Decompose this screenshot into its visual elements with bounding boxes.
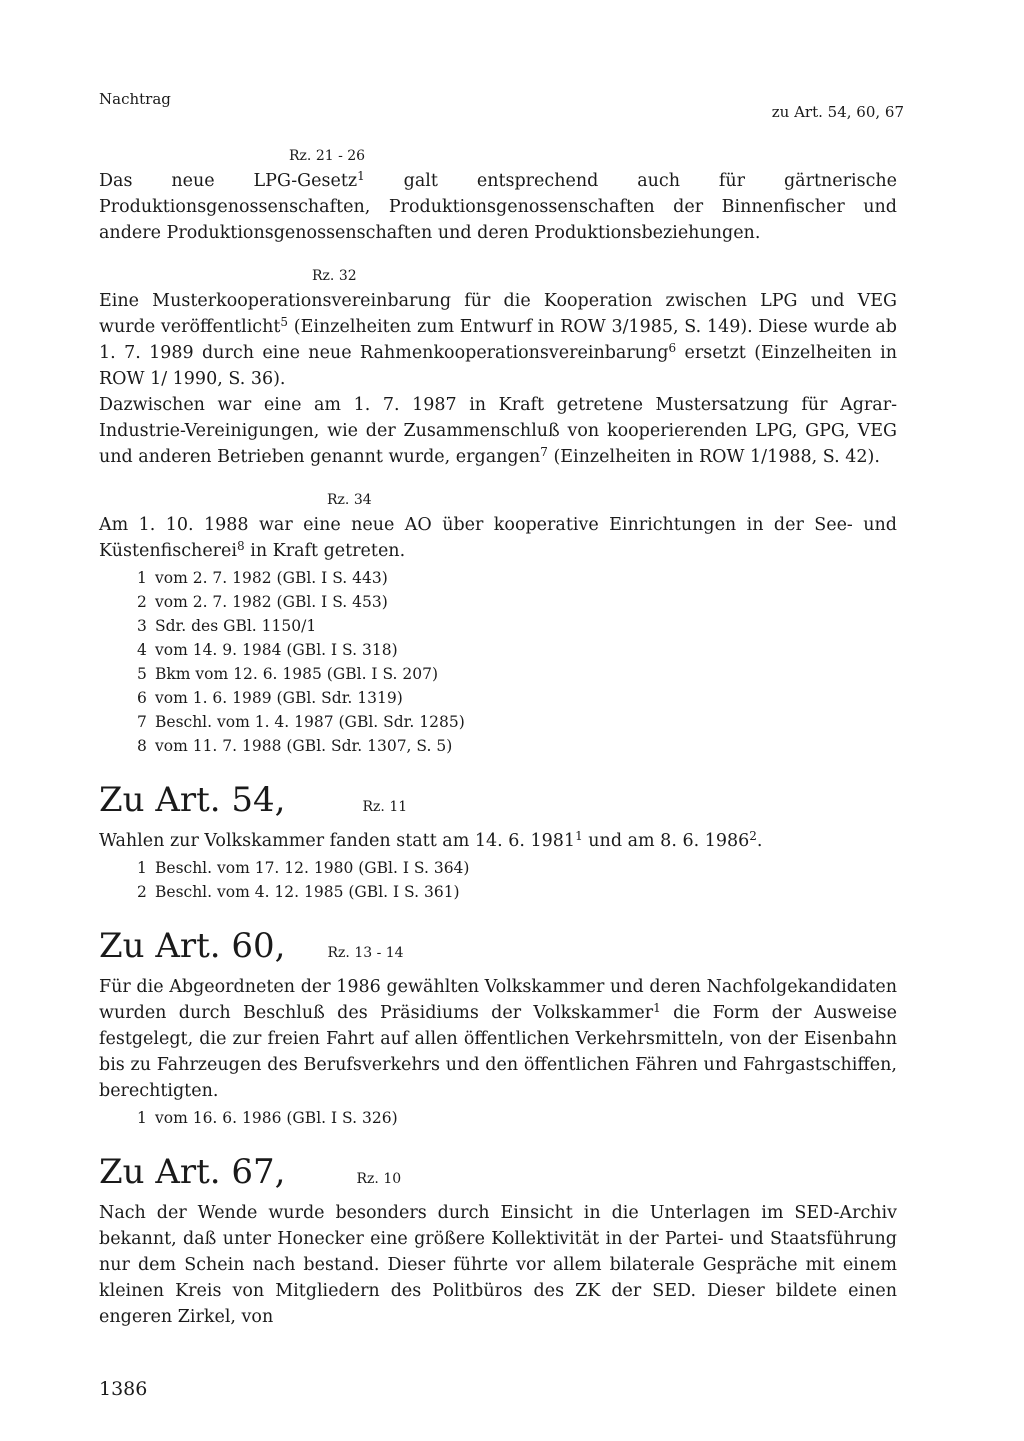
margin-ref: Rz. 10 — [356, 1171, 402, 1187]
footnote-item — [99, 566, 897, 590]
paragraph-wende: Nach der Wende wurde besonders durch Einsicht in die Unterlagen im SED-Archiv bekannt, daß unter Honecker eine größere Kollektivität in der Partei- und Staatsführung nur dem Schein nach bestand. Dieser führte vor allem bilaterale Gespräche mit einem kleinen Kreis von Mitgliedern des Politbüros des ZK der SED. Dieser bildete einen engeren Zirkel, von — [99, 1203, 897, 1327]
footnote-list-nachtrag — [99, 566, 897, 758]
footnote-item — [99, 686, 897, 710]
text-segment: Wahlen zur Volkskammer fanden statt am 14. 6. 1981 — [99, 831, 576, 851]
margin-ref: Rz. 13 - 14 — [327, 945, 404, 961]
footnote-text: Beschl. vom 4. 12. 1985 (GBl. I S. 361) — [155, 883, 460, 901]
footnote-number: 5 — [137, 665, 147, 683]
text-segment: in Kraft getreten. — [244, 541, 406, 561]
running-header-right: zu Art. 54, 60, 67 — [771, 103, 904, 121]
paragraph-abgeordnete — [99, 974, 897, 1104]
section-heading-art-67 — [99, 1152, 897, 1192]
text-segment: . — [756, 831, 763, 851]
footnote-number: 2 — [137, 883, 147, 901]
footnote-item — [99, 1106, 897, 1130]
footnote-item — [99, 734, 897, 758]
margin-ref: Rz. 11 — [362, 799, 408, 815]
footnote-text: vom 1. 6. 1989 (GBl. Sdr. 1319) — [155, 689, 403, 707]
footnote-number: 6 — [137, 689, 147, 707]
footnote-number: 2 — [137, 593, 147, 611]
footnote-item — [99, 614, 897, 638]
page-number: 1386 — [99, 1378, 148, 1400]
text-segment: ersetzt (Einzelheiten in ROW 1/ 1990, S. 36). — [99, 343, 897, 389]
footnote-ref: 1 — [357, 169, 365, 183]
paragraph-wahlen — [99, 828, 897, 854]
section-heading-art-54 — [99, 780, 897, 820]
footnote-number: 1 — [137, 859, 147, 877]
paragraph-fischerei — [99, 512, 897, 564]
footnote-ref: 5 — [280, 315, 289, 329]
text-segment: galt entsprechend auch für gärtnerische Produktionsgenossenschaften, Produktionsgenossenschaften der Binnenfischer und andere Produktionsgenossenschaften und deren Produktionsbeziehungen. — [99, 171, 897, 243]
footnote-item — [99, 638, 897, 662]
footnote-text: vom 2. 7. 1982 (GBl. I S. 453) — [155, 593, 388, 611]
footnote-text: Bkm vom 12. 6. 1985 (GBl. I S. 207) — [155, 665, 439, 683]
footnote-text: vom 11. 7. 1988 (GBl. Sdr. 1307, S. 5) — [155, 737, 453, 755]
article-title: Zu Art. 54, — [99, 780, 286, 820]
footnote-number: 7 — [137, 713, 147, 731]
article-title: Zu Art. 67, — [99, 1152, 286, 1192]
footnote-item — [99, 662, 897, 686]
footnote-ref: 8 — [237, 539, 245, 553]
footnote-ref: 1 — [575, 829, 583, 843]
text-segment: Für die Abgeordneten der 1986 gewählten Volkskammer und deren Nachfolgekandidaten wurden durch Beschluß des Präsidiums der Volkskammer — [99, 977, 897, 1023]
footnote-text: Beschl. vom 1. 4. 1987 (GBl. Sdr. 1285) — [155, 713, 465, 731]
footnote-ref: 7 — [540, 445, 548, 459]
footnote-text: vom 2. 7. 1982 (GBl. I S. 443) — [155, 569, 388, 587]
text-segment: Dazwischen war eine am 1. 7. 1987 in Kraft getretene Mustersatzung für Agrar-Industrie-Vereinigungen, wie der Zusammenschluß von kooperierenden LPG, GPG, VEG und anderen Betrieben genannt wurde, ergangen — [99, 395, 897, 467]
footnote-item — [99, 710, 897, 734]
footnote-text: vom 16. 6. 1986 (GBl. I S. 326) — [155, 1109, 398, 1127]
footnote-ref: 1 — [653, 1001, 661, 1015]
footnote-list-art-54 — [99, 856, 897, 904]
footnote-text: Beschl. vom 17. 12. 1980 (GBl. I S. 364) — [155, 859, 470, 877]
running-header-left: Nachtrag — [99, 90, 171, 108]
footnote-number: 3 — [137, 617, 147, 635]
text-segment: und am 8. 6. 1986 — [582, 831, 750, 851]
margin-ref-rz-34: Rz. 34 — [327, 492, 372, 508]
margin-ref-rz-32: Rz. 32 — [312, 268, 357, 284]
text-segment: Eine Musterkooperationsvereinbarung für die Kooperation zwischen LPG und VEG wurde veröffentlicht — [99, 291, 897, 337]
footnote-number: 4 — [137, 641, 147, 659]
article-title: Zu Art. 60, — [99, 926, 286, 966]
footnote-ref: 6 — [668, 341, 677, 355]
paragraph-lpg-gesetz — [99, 168, 897, 246]
paragraph-mustersatzung — [99, 392, 897, 470]
text-segment: die Form der Ausweise festgelegt, die zur freien Fahrt auf allen öffentlichen Verkehrsmitteln, von der Eisenbahn bis zu Fahrzeugen des Berufsverkehrs und den öffentlichen Fähren und Fahrgastschiffen, berechtigten. — [99, 1003, 898, 1101]
footnote-text: Sdr. des GBl. 1150/1 — [155, 617, 317, 635]
footnote-number: 1 — [137, 569, 147, 587]
text-segment: (Einzelheiten in ROW 1/1988, S. 42). — [547, 447, 880, 467]
margin-ref-rz-21-26: Rz. 21 - 26 — [289, 148, 366, 164]
footnote-item — [99, 880, 897, 904]
footnote-item — [99, 856, 897, 880]
footnote-item — [99, 590, 897, 614]
section-heading-art-60 — [99, 926, 897, 966]
paragraph-kooperation — [99, 288, 897, 392]
footnote-text: vom 14. 9. 1984 (GBl. I S. 318) — [155, 641, 398, 659]
footnote-list-art-60 — [99, 1106, 897, 1130]
text-segment: Am 1. 10. 1988 war eine neue AO über kooperative Einrichtungen in der See- und Küstenfischerei — [99, 515, 897, 561]
page-content — [99, 148, 897, 1330]
footnote-number: 8 — [137, 737, 147, 755]
footnote-number: 1 — [137, 1109, 147, 1127]
text-segment: Das neue LPG-Gesetz — [99, 171, 358, 191]
footnote-ref: 2 — [749, 829, 757, 843]
text-segment: (Einzelheiten zum Entwurf in ROW 3/1985, S. 149). Diese wurde ab 1. 7. 1989 durch eine neue Rahmenkooperationsvereinbarung — [99, 317, 897, 363]
